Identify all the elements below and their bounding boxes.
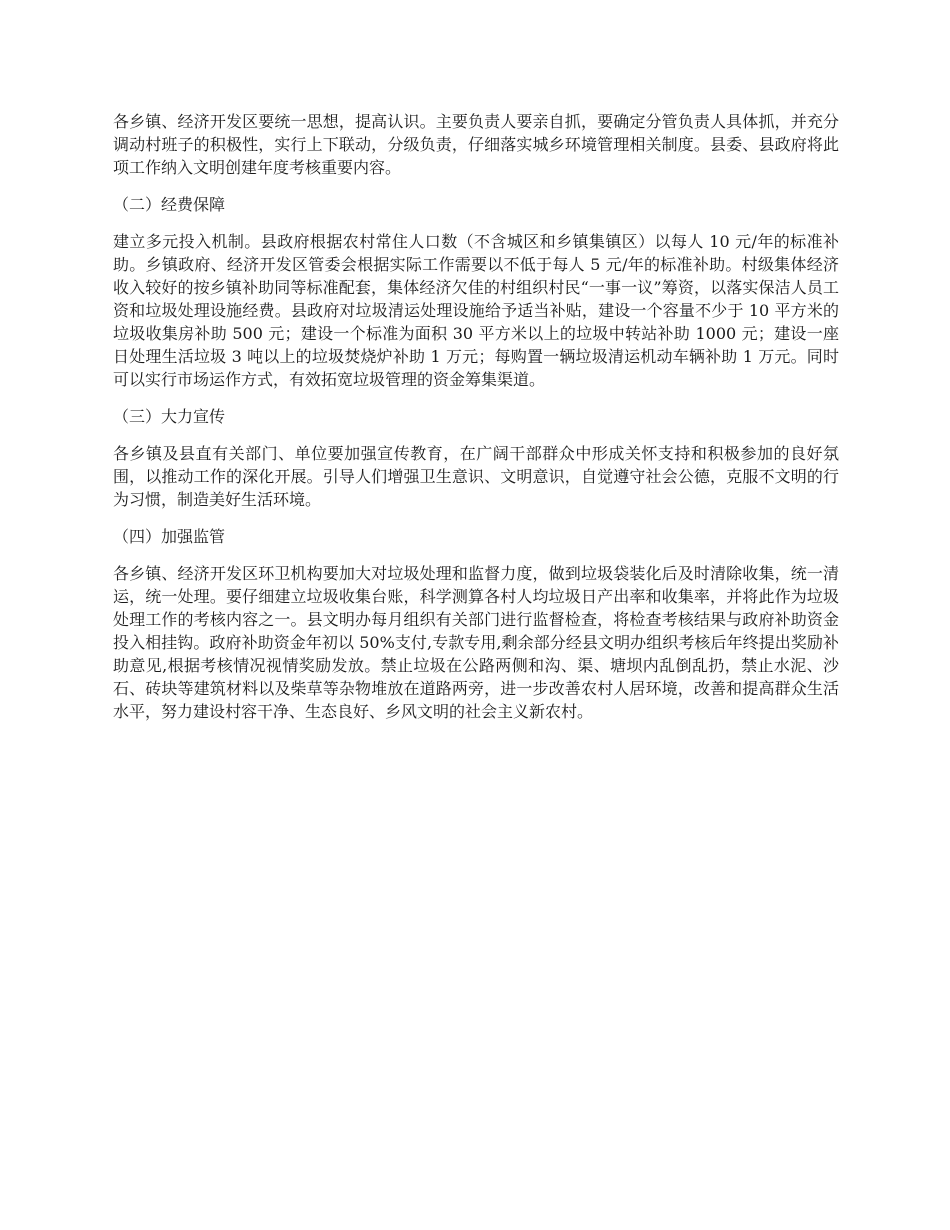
heading-publicity: （三）大力宣传 bbox=[113, 407, 226, 426]
paragraph-leadership: 各乡镇、经济开发区要统一思想，提高认识。主要负责人要亲自抓，要确定分管负责人具体抓，并充分调动村班子的积极性，实行上下联动，分级负责，仔细落实城乡环境管理相关制度。县委、县政府将此项工作纳入文明创建年度考核重要内容。 bbox=[113, 112, 839, 177]
paragraph-funding: 建立多元投入机制。县政府根据农村常住人口数（不含城区和乡镇集镇区）以每人 10 元/年的标准补助。乡镇政府、经济开发区管委会根据实际工作需要以不低于每人 5 元/年的标准补助。村级集体经济收入较好的按乡镇补助同等标准配套，集体经济欠佳的村组织村民“一事一议”筹资，以落实保洁人员工资和垃圾处理设施经费。县政府对垃圾清运处理设施给予适当补贴，建设一个容量不少于 10 平方米的垃圾收集房补助 500 元；建设一个标准为面积 30 平方米以上的垃圾中转站补助 1000 元；建设一座日处理生活垃圾 3 吨以上的垃圾焚烧炉补助 1 万元；每购置一辆垃圾清运机动车辆补助 1 万元。同时可以实行市场运作方式，有效拓宽垃圾管理的资金筹集渠道。 bbox=[113, 232, 839, 389]
paragraph-supervision: 各乡镇、经济开发区环卫机构要加大对垃圾处理和监督力度，做到垃圾袋装化后及时清除收集，统一清运，统一处理。要仔细建立垃圾收集台账，科学测算各村人均垃圾日产出率和收集率，并将此作为垃圾处理工作的考核内容之一。县文明办每月组织有关部门进行监督检查，将检查考核结果与政府补助资金投入相挂钩。政府补助资金年初以 50%支付,专款专用,剩余部分经县文明办组织考核后年终提出奖励补助意见,根据考核情况视情奖励发放。禁止垃圾在公路两侧和沟、渠、塘坝内乱倒乱扔，禁止水泥、沙石、砖块等建筑材料以及柴草等杂物堆放在道路两旁，进一步改善农村人居环境，改善和提高群众生活水平，努力建设村容干净、生态良好、乡风文明的社会主义新农村。 bbox=[113, 564, 839, 721]
document-body bbox=[113, 110, 839, 737]
heading-funding: （二）经费保障 bbox=[113, 195, 226, 214]
paragraph-publicity: 各乡镇及县直有关部门、单位要加强宣传教育，在广阔干部群众中形成关怀支持和积极参加的良好氛围，以推动工作的深化开展。引导人们增强卫生意识、文明意识，自觉遵守社会公德，克服不文明的行为习惯，制造美好生活环境。 bbox=[113, 444, 839, 509]
heading-supervision: （四）加强监管 bbox=[113, 527, 226, 546]
